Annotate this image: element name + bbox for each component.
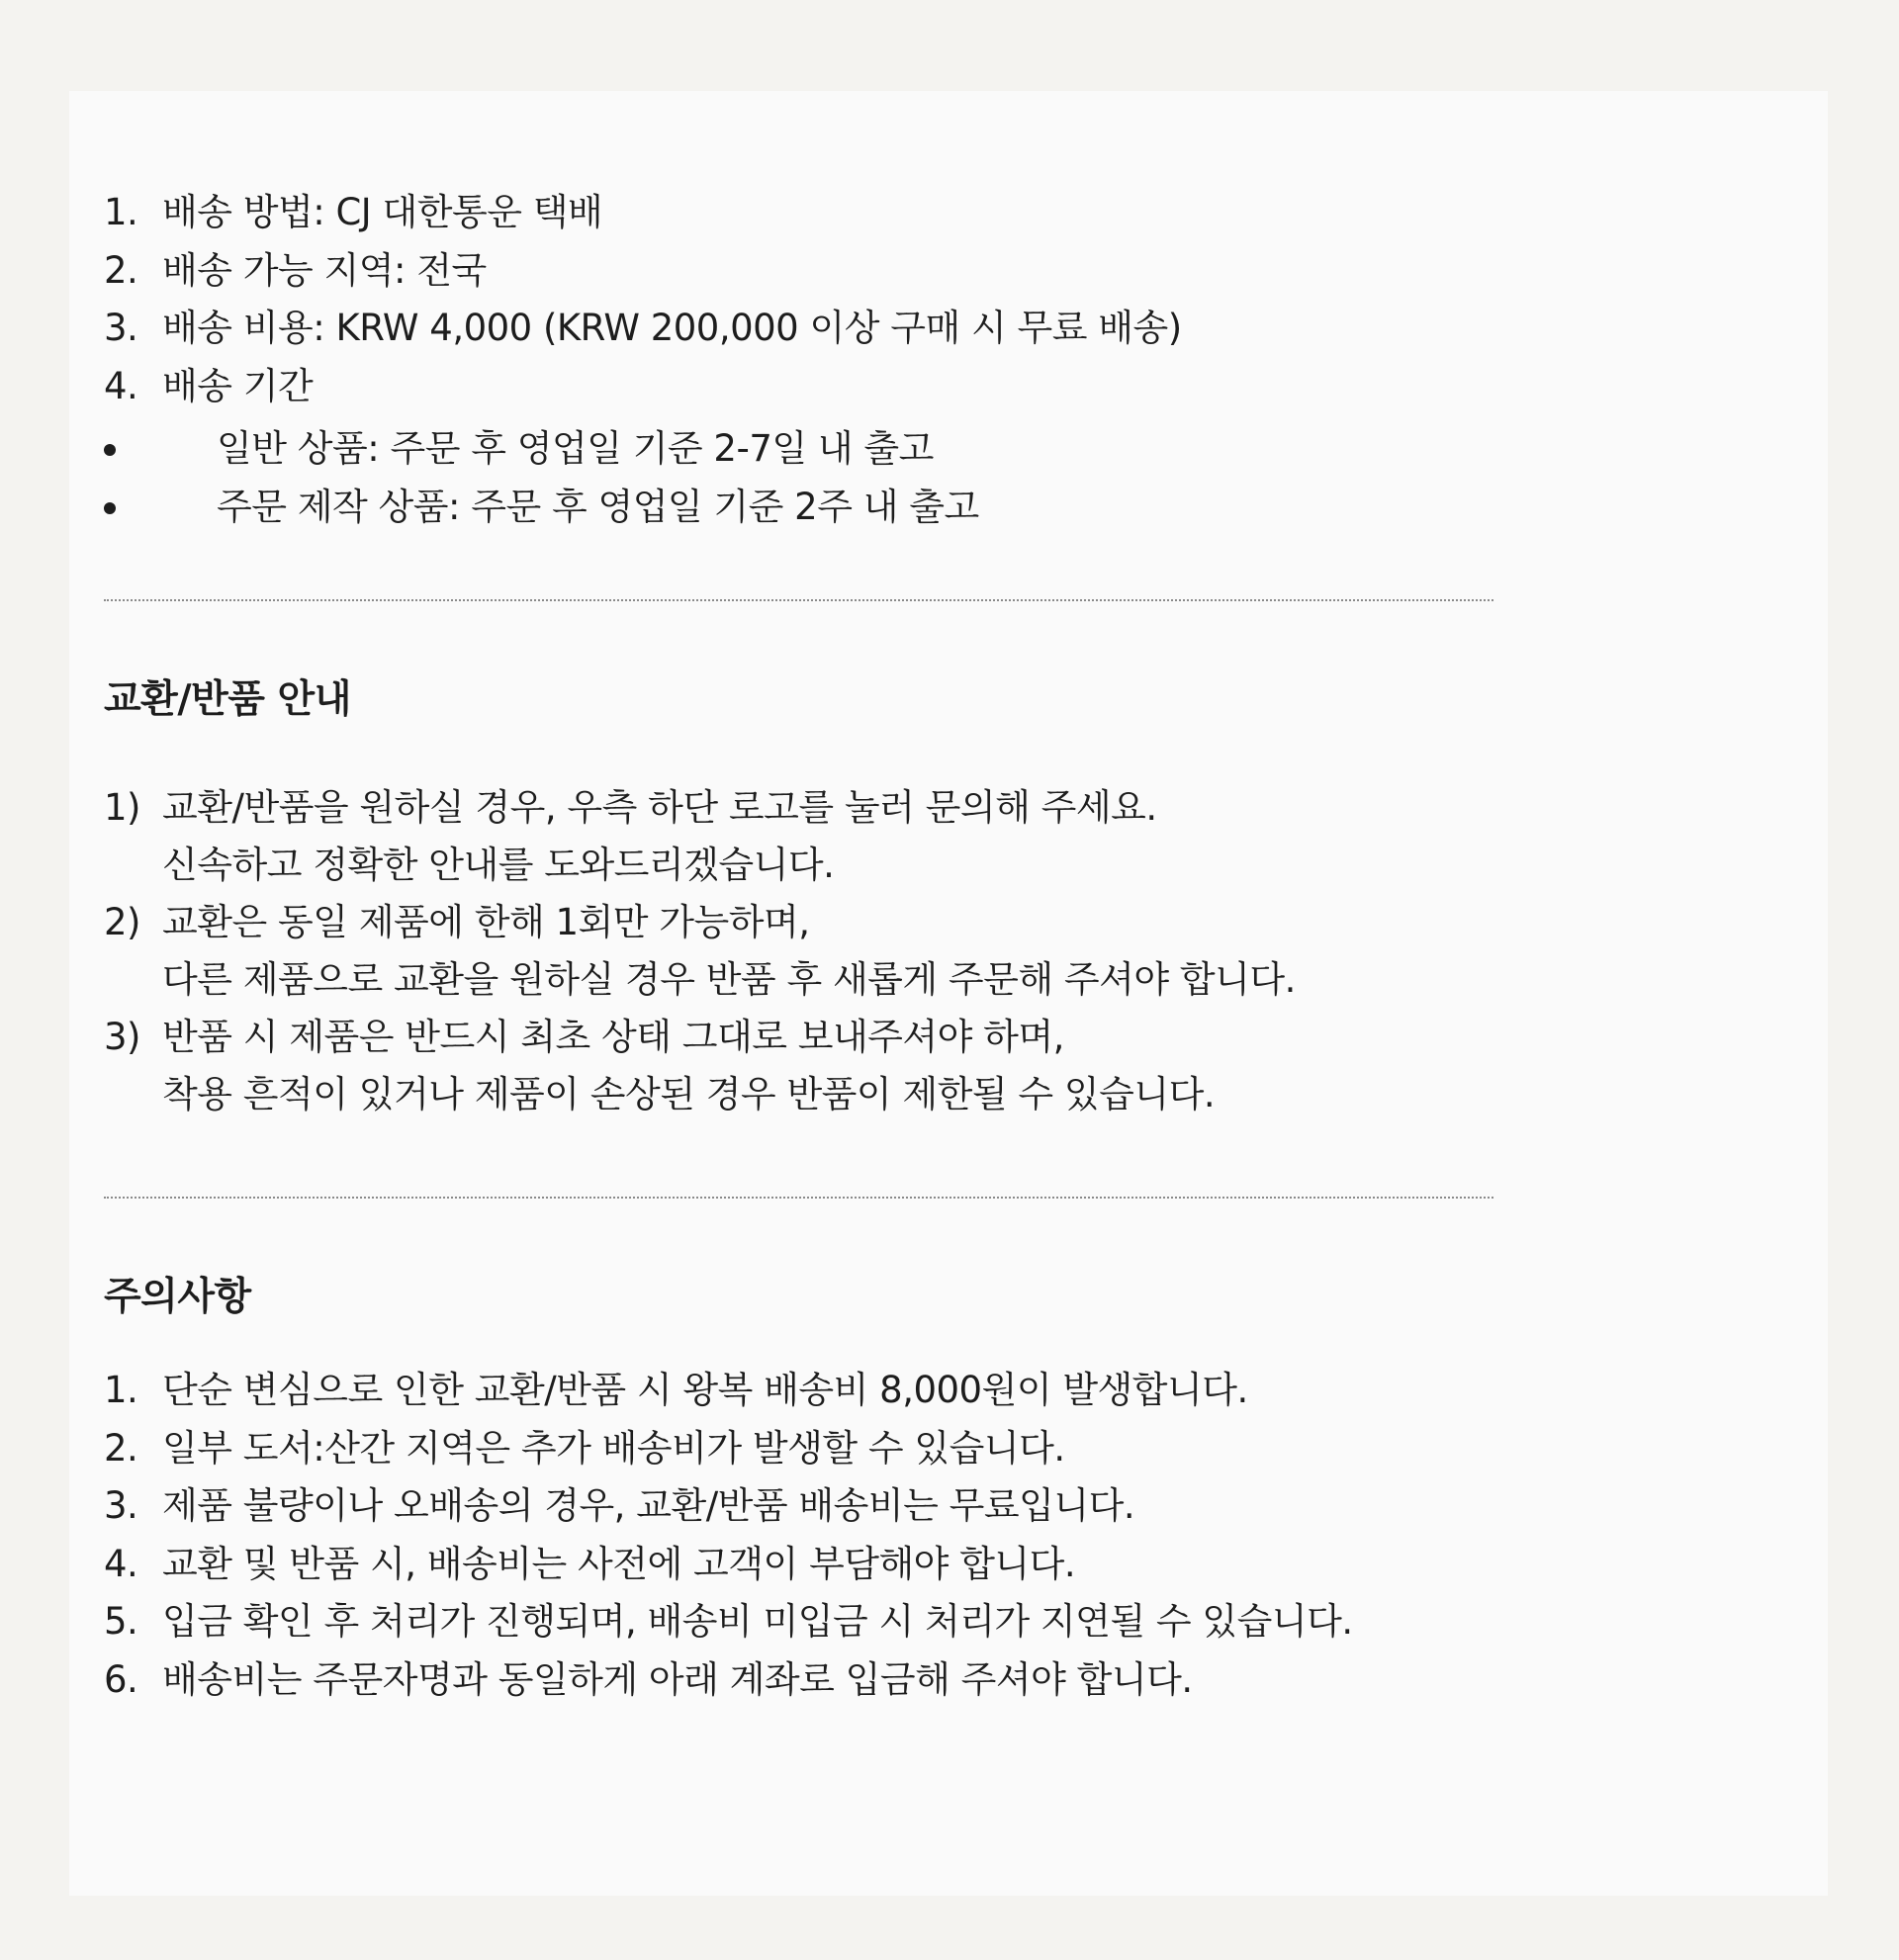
shipping-item	[104, 300, 1686, 358]
shipping-item	[104, 242, 1686, 301]
notice-item	[104, 1477, 1686, 1536]
list-number: 2)	[104, 901, 140, 943]
exchange-line: 교환/반품을 원하실 경우, 우측 하단 로고를 눌러 문의해 주세요.	[162, 786, 1157, 829]
section-divider	[104, 599, 1493, 601]
period-text: 일반 상품: 주문 후 영업일 기준 2-7일 내 출고	[217, 427, 934, 470]
exchange-line: 교환은 동일 제품에 한해 1회만 가능하며,	[162, 901, 810, 943]
notice-text: 일부 도서:산간 지역은 추가 배송비가 발생할 수 있습니다.	[162, 1426, 1065, 1470]
shipping-period-list	[104, 419, 1686, 536]
notice-heading: 주의사항	[104, 1275, 251, 1319]
policy-content	[104, 184, 1686, 1709]
notice-list	[104, 1362, 1686, 1709]
exchange-line: 반품 시 제품은 반드시 최초 상태 그대로 보내주셔야 하며,	[162, 1016, 1064, 1058]
notice-item	[104, 1420, 1686, 1478]
exchange-item	[104, 779, 1686, 894]
shipping-region-text: 배송 가능 지역: 전국	[162, 248, 487, 292]
notice-item	[104, 1362, 1686, 1420]
list-number: 2.	[104, 1426, 138, 1470]
exchange-item	[104, 1009, 1686, 1123]
list-number: 1.	[104, 191, 138, 233]
notice-text: 단순 변심으로 인한 교환/반품 시 왕복 배송비 8,000원이 발생합니다.	[162, 1369, 1248, 1411]
notice-text: 배송비는 주문자명과 동일하게 아래 계좌로 입금해 주셔야 합니다.	[162, 1657, 1193, 1701]
shipping-item	[104, 358, 1686, 416]
list-number: 4.	[104, 364, 138, 407]
list-number: 1.	[104, 1369, 138, 1411]
list-number: 3.	[104, 1484, 138, 1527]
bullet-icon	[104, 444, 116, 456]
list-number: 2.	[104, 248, 138, 292]
list-number: 3.	[104, 307, 138, 349]
period-item	[104, 419, 1686, 478]
notice-text: 교환 및 반품 시, 배송비는 사전에 고객이 부담해야 합니다.	[162, 1542, 1076, 1585]
exchange-line: 신속하고 정확한 안내를 도와드리겠습니다.	[162, 844, 835, 886]
period-text: 주문 제작 상품: 주문 후 영업일 기준 2주 내 출고	[217, 486, 979, 528]
notice-item	[104, 1536, 1686, 1594]
bullet-icon	[104, 502, 116, 514]
list-number: 3)	[104, 1016, 140, 1058]
exchange-info-list	[104, 779, 1686, 1123]
shipping-info-list	[104, 184, 1686, 415]
exchange-line: 다른 제품으로 교환을 원하실 경우 반품 후 새롭게 주문해 주셔야 합니다.	[162, 958, 1296, 1001]
list-number: 4.	[104, 1542, 138, 1585]
exchange-heading: 교환/반품 안내	[104, 677, 351, 722]
list-number: 6.	[104, 1657, 138, 1701]
notice-item	[104, 1593, 1686, 1651]
notice-text: 제품 불량이나 오배송의 경우, 교환/반품 배송비는 무료입니다.	[162, 1484, 1135, 1527]
notice-text: 입금 확인 후 처리가 진행되며, 배송비 미입금 시 처리가 지연될 수 있습니다.	[162, 1600, 1353, 1643]
list-number: 1)	[104, 786, 140, 829]
notice-item	[104, 1651, 1686, 1710]
list-number: 5.	[104, 1600, 138, 1643]
exchange-item	[104, 894, 1686, 1009]
shipping-cost-text: 배송 비용: KRW 4,000 (KRW 200,000 이상 구매 시 무료 배송)	[162, 307, 1182, 349]
shipping-method-text: 배송 방법: CJ 대한통운 택배	[162, 191, 603, 233]
exchange-line: 착용 흔적이 있거나 제품이 손상된 경우 반품이 제한될 수 있습니다.	[162, 1073, 1216, 1115]
shipping-period-text: 배송 기간	[162, 364, 314, 407]
period-item	[104, 478, 1686, 536]
section-divider	[104, 1197, 1493, 1199]
shipping-item	[104, 184, 1686, 242]
